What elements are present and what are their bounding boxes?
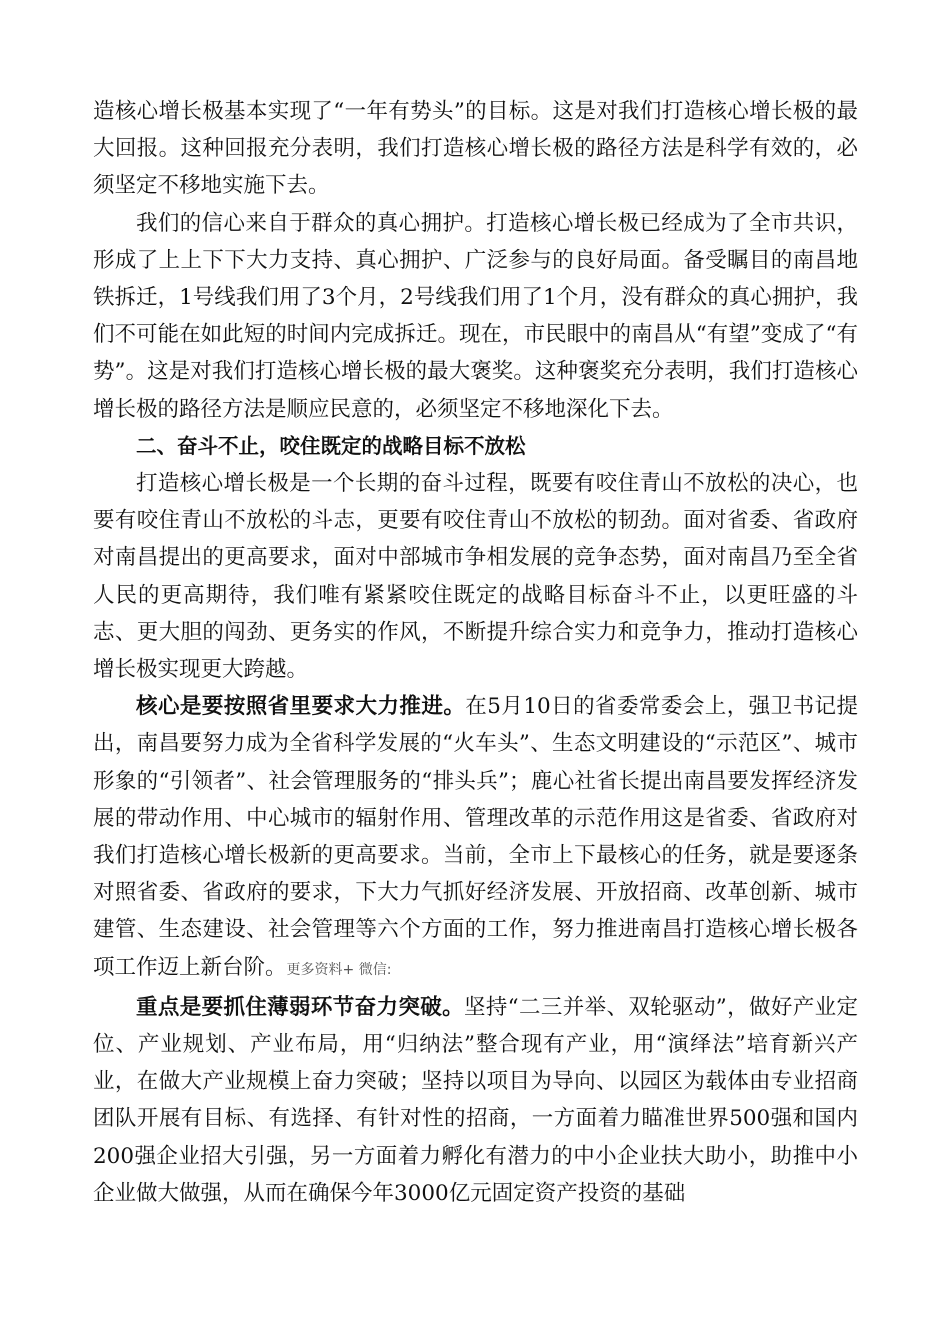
paragraph-4-body: 在5月10日的省委常委会上，强卫书记提出，南昌要努力成为全省科学发展的“火车头”、生态文明建设的“示范区”、城市形象的“引领者”、社会管理服务的“排头兵”；鹿心社省长提出南昌要发挥经济发展的带动作用、中心城市的辐射作用、管理改革的示范作用这是省委、省政府对我们打造核心增长极新的更高要求。当前，全市上下最核心的任务，就是要逐条对照省委、省政府的要求，下大力气抓好经济发展、开放招商、改革创新、城市建管、生态建设、社会管理等六个方面的工作，努力推进南昌打造核心增长极各项工作迈上新台阶。 [93, 694, 858, 980]
paragraph-5-body: 坚持“二三并举、双轮驱动”，做好产业定位、产业规划、产业布局，用“归纳法”整合现有产业，用“演绎法”培育新兴产业，在做大产业规模上奋力突破；坚持以项目为导向、以园区为载体由专业招商团队开展有目标、有选择、有针对性的招商，一方面着力瞄准世界500强和国内200强企业招大引强，另一方面着力孵化有潜力的中小企业扶大助小，助推中小企业做大做强，从而在确保今年3000亿元固定资产投资的基础 [93, 994, 858, 1206]
paragraph-2: 我们的信心来自于群众的真心拥护。打造核心增长极已经成为了全市共识，形成了上上下下大力支持、真心拥护、广泛参与的良好局面。备受瞩目的南昌地铁拆迁，1号线我们用了3个月，2号线我们用了1个月，没有群众的真心拥护，我们不可能在如此短的时间内完成拆迁。现在，市民眼中的南昌从“有望”变成了“有势”。这是对我们打造核心增长极的最大褒奖。这种褒奖充分表明，我们打造核心增长极的路径方法是顺应民意的，必须坚定不移地深化下去。 [93, 210, 858, 422]
paragraph-5 [93, 989, 858, 1212]
paragraph-1: 造核心增长极基本实现了“一年有势头”的目标。这是对我们打造核心增长极的最大回报。这种回报充分表明，我们打造核心增长极的路径方法是科学有效的，必须坚定不移地实施下去。 [93, 99, 858, 199]
paragraph-4-lead: 核心是要按照省里要求大力推进。 [136, 694, 466, 720]
paragraph-5-lead: 重点是要抓住薄弱环节奋力突破。 [136, 994, 464, 1020]
paragraph-4 [93, 688, 858, 989]
paragraph-3: 打造核心增长极是一个长期的奋斗过程，既要有咬住青山不放松的决心，也要有咬住青山不放松的斗志，更要有咬住青山不放松的韧劲。面对省委、省政府对南昌提出的更高要求，面对中部城市争相发展的竞争态势，面对南昌乃至全省人民的更高期待，我们唯有紧紧咬住既定的战略目标奋斗不止，以更旺盛的斗志、更大胆的闯劲、更务实的作风，不断提升综合实力和竞争力，推动打造核心增长极实现更大跨越。 [93, 471, 858, 683]
document-body [93, 93, 858, 1212]
section-heading-2: 二、奋斗不止，咬住既定的战略目标不放松 [136, 433, 526, 458]
more-info-note: 更多资料+ 微信: [286, 961, 392, 978]
